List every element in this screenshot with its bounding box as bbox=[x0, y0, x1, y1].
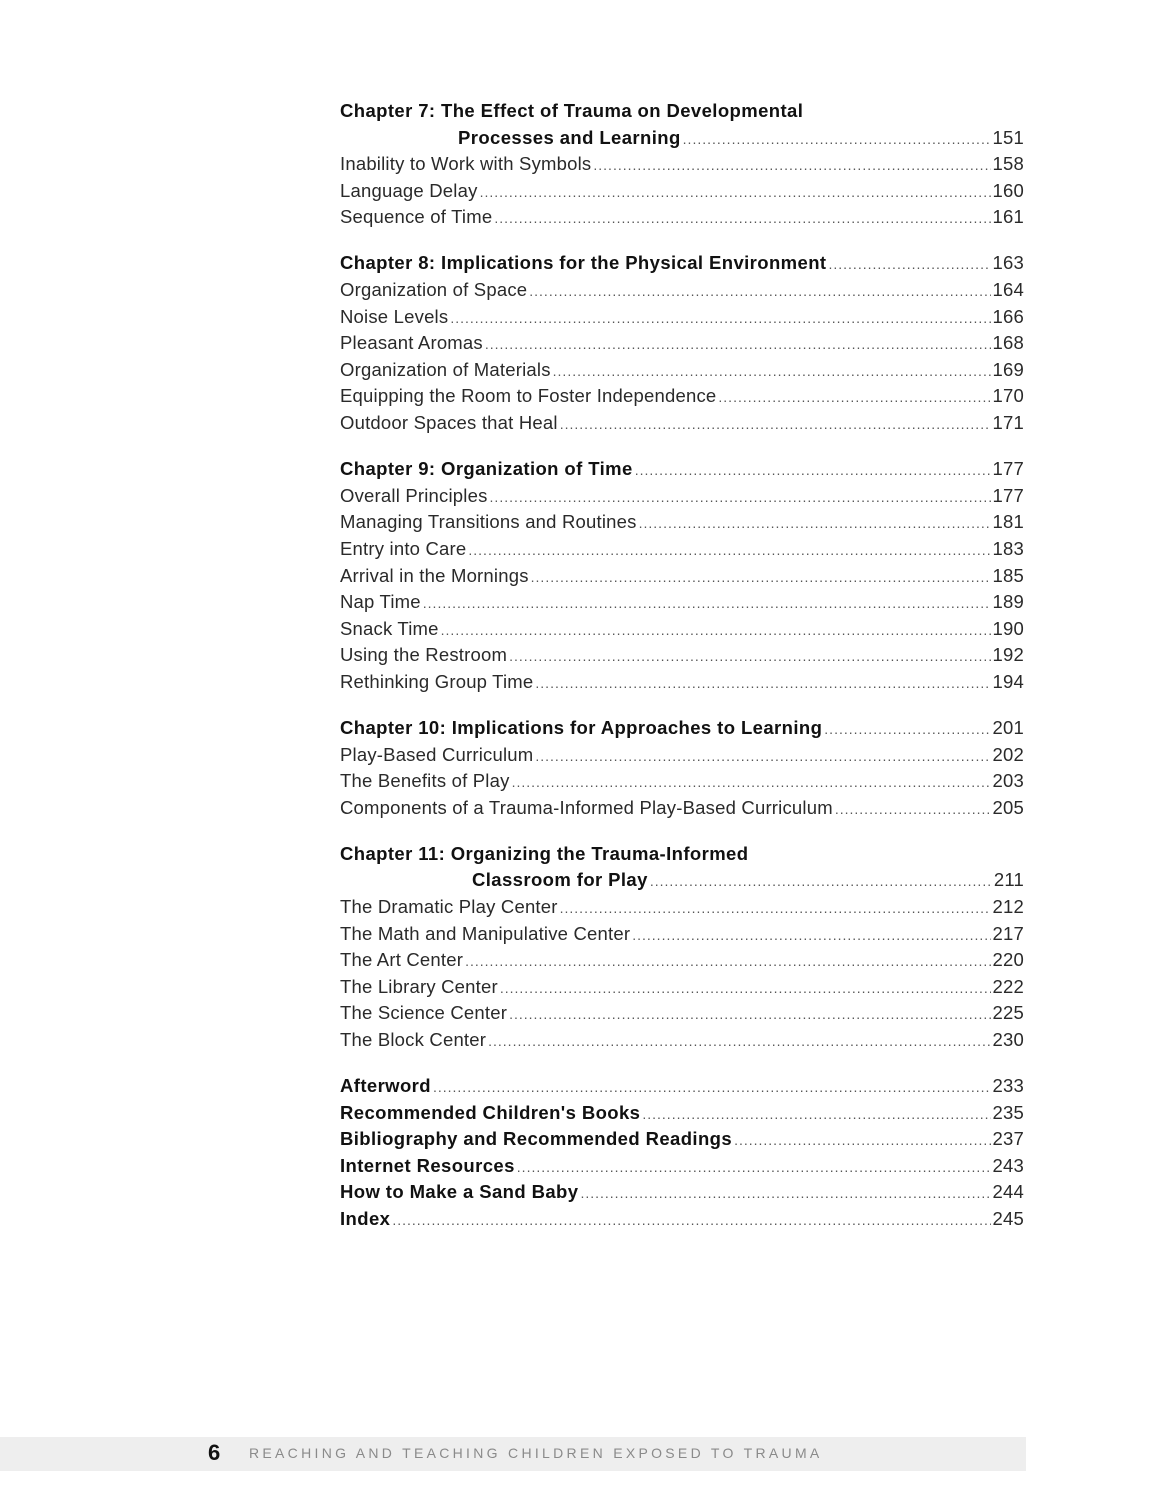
entry-title: Sequence of Time bbox=[340, 206, 493, 228]
toc-entry[interactable] bbox=[340, 304, 1024, 331]
page-number: 233 bbox=[992, 1075, 1024, 1097]
page-number: 220 bbox=[992, 949, 1024, 971]
back-matter-entry[interactable] bbox=[340, 1073, 1024, 1100]
entry-title: The Dramatic Play Center bbox=[340, 896, 558, 918]
toc-entry[interactable] bbox=[340, 330, 1024, 357]
page-number: 237 bbox=[992, 1128, 1024, 1150]
entry-title: Using the Restroom bbox=[340, 644, 508, 666]
entry-title: Inability to Work with Symbols bbox=[340, 153, 592, 175]
back-matter-entry[interactable] bbox=[340, 1206, 1024, 1233]
chapter-8-section bbox=[340, 250, 1024, 436]
dot-leader bbox=[734, 1127, 990, 1154]
page-number: 170 bbox=[992, 385, 1024, 407]
page-number: 222 bbox=[992, 975, 1024, 997]
back-matter-section bbox=[340, 1073, 1024, 1233]
dot-leader bbox=[560, 411, 991, 438]
entry-title: Organization of Space bbox=[340, 279, 528, 301]
chapter-heading-entry[interactable] bbox=[340, 125, 1024, 152]
page-number: 160 bbox=[992, 179, 1024, 201]
page-number: 181 bbox=[992, 511, 1024, 533]
dot-leader bbox=[509, 643, 990, 670]
entry-title: Internet Resources bbox=[340, 1154, 515, 1176]
toc-entry[interactable] bbox=[340, 536, 1024, 563]
page-number: 163 bbox=[992, 252, 1024, 274]
page-number: 161 bbox=[992, 206, 1024, 228]
entry-title: Equipping the Room to Foster Independence bbox=[340, 385, 717, 407]
back-matter-entry[interactable] bbox=[340, 1179, 1024, 1206]
toc-entry[interactable] bbox=[340, 795, 1024, 822]
page-number: 177 bbox=[992, 484, 1024, 506]
chapter-heading-entry[interactable] bbox=[340, 715, 1024, 742]
page-number: 166 bbox=[992, 305, 1024, 327]
dot-leader bbox=[824, 716, 990, 743]
toc-entry[interactable] bbox=[340, 768, 1024, 795]
dot-leader bbox=[535, 743, 990, 770]
entry-title: Afterword bbox=[340, 1075, 431, 1097]
chapter-title-line: Chapter 7: The Effect of Trauma on Developmental bbox=[340, 100, 804, 121]
entry-title: Language Delay bbox=[340, 179, 478, 201]
dot-leader bbox=[465, 948, 990, 975]
page-number: 171 bbox=[992, 412, 1024, 434]
entry-title: How to Make a Sand Baby bbox=[340, 1181, 579, 1203]
toc-entry[interactable] bbox=[340, 921, 1024, 948]
footer-page-number: 6 bbox=[208, 1440, 221, 1465]
chapter-heading bbox=[340, 98, 1024, 125]
page-number: 158 bbox=[992, 153, 1024, 175]
entry-title: Arrival in the Mornings bbox=[340, 564, 529, 586]
dot-leader bbox=[441, 617, 991, 644]
page-number: 243 bbox=[992, 1154, 1024, 1176]
entry-title: The Math and Manipulative Center bbox=[340, 922, 631, 944]
dot-leader bbox=[580, 1180, 990, 1207]
toc-entry[interactable] bbox=[340, 894, 1024, 921]
entry-title: Overall Principles bbox=[340, 484, 488, 506]
chapter-heading-entry[interactable] bbox=[340, 456, 1024, 483]
chapter-title: Chapter 10: Implications for Approaches to Learning bbox=[340, 716, 823, 738]
toc-entry[interactable] bbox=[340, 178, 1024, 205]
chapter-heading-entry[interactable] bbox=[340, 250, 1024, 277]
chapter-11-section bbox=[340, 841, 1024, 1054]
entry-title: Snack Time bbox=[340, 617, 439, 639]
dot-leader bbox=[488, 1028, 990, 1055]
page-number: 151 bbox=[992, 126, 1024, 148]
dot-leader bbox=[650, 868, 992, 895]
back-matter-entry[interactable] bbox=[340, 1126, 1024, 1153]
toc-entry[interactable] bbox=[340, 642, 1024, 669]
chapter-9-section bbox=[340, 456, 1024, 695]
toc-entry[interactable] bbox=[340, 483, 1024, 510]
dot-leader bbox=[500, 975, 991, 1002]
page-number: 189 bbox=[992, 591, 1024, 613]
dot-leader bbox=[529, 278, 990, 305]
page-number: 212 bbox=[992, 896, 1024, 918]
toc-entry[interactable] bbox=[340, 589, 1024, 616]
dot-leader bbox=[531, 564, 991, 591]
entry-title: Organization of Materials bbox=[340, 358, 551, 380]
dot-leader bbox=[490, 484, 991, 511]
toc-entry[interactable] bbox=[340, 357, 1024, 384]
toc-entry[interactable] bbox=[340, 1000, 1024, 1027]
entry-title: Outdoor Spaces that Heal bbox=[340, 412, 558, 434]
dot-leader bbox=[593, 152, 990, 179]
entry-title: Nap Time bbox=[340, 591, 421, 613]
dot-leader bbox=[433, 1074, 991, 1101]
entry-title: Rethinking Group Time bbox=[340, 670, 534, 692]
back-matter-entry[interactable] bbox=[340, 1153, 1024, 1180]
toc-entry[interactable] bbox=[340, 410, 1024, 437]
entry-title: Recommended Children's Books bbox=[340, 1101, 641, 1123]
dot-leader bbox=[560, 895, 991, 922]
dot-leader bbox=[835, 796, 991, 823]
toc-entry[interactable] bbox=[340, 151, 1024, 178]
chapter-title-line: Processes and Learning bbox=[458, 126, 681, 148]
page-number: 169 bbox=[992, 358, 1024, 380]
dot-leader bbox=[392, 1207, 990, 1234]
dot-leader bbox=[642, 1101, 990, 1128]
entry-title: The Art Center bbox=[340, 949, 464, 971]
chapter-title: Chapter 9: Organization of Time bbox=[340, 458, 633, 480]
page-number: 225 bbox=[992, 1002, 1024, 1024]
dot-leader bbox=[480, 179, 991, 206]
entry-title: The Benefits of Play bbox=[340, 770, 510, 792]
dot-leader bbox=[553, 358, 991, 385]
page-number: 235 bbox=[992, 1101, 1024, 1123]
back-matter-entry[interactable] bbox=[340, 1100, 1024, 1127]
page-number: 245 bbox=[992, 1208, 1024, 1230]
dot-leader bbox=[517, 1154, 991, 1181]
entry-title: Entry into Care bbox=[340, 537, 467, 559]
toc-entry[interactable] bbox=[340, 742, 1024, 769]
dot-leader bbox=[632, 922, 990, 949]
dot-leader bbox=[683, 126, 991, 153]
chapter-title-line: Chapter 11: Organizing the Trauma-Informed bbox=[340, 842, 749, 864]
page-number: 185 bbox=[992, 564, 1024, 586]
dot-leader bbox=[509, 1001, 990, 1028]
toc-entry[interactable] bbox=[340, 204, 1024, 231]
entry-title: The Science Center bbox=[340, 1002, 508, 1024]
dot-leader bbox=[494, 205, 990, 232]
table-of-contents bbox=[340, 98, 1024, 1252]
dot-leader bbox=[512, 769, 991, 796]
chapter-title-line: Classroom for Play bbox=[472, 869, 648, 891]
entry-title: The Library Center bbox=[340, 975, 498, 997]
page-number: 230 bbox=[992, 1029, 1024, 1050]
dot-leader bbox=[828, 251, 990, 278]
entry-title: Index bbox=[340, 1208, 391, 1230]
page-number: 203 bbox=[992, 770, 1024, 792]
page-number: 190 bbox=[992, 617, 1024, 639]
page-number: 244 bbox=[992, 1181, 1024, 1203]
chapter-title: Chapter 8: Implications for the Physical Environment bbox=[340, 252, 827, 274]
toc-entry[interactable] bbox=[340, 563, 1024, 590]
page-number: 192 bbox=[992, 644, 1024, 666]
dot-leader bbox=[423, 590, 991, 617]
entry-title: Managing Transitions and Routines bbox=[340, 511, 637, 533]
entry-title: Play-Based Curriculum bbox=[340, 743, 534, 765]
page-number: 217 bbox=[992, 922, 1024, 944]
page-number: 194 bbox=[992, 670, 1024, 692]
toc-entry[interactable] bbox=[340, 974, 1024, 1001]
chapter-heading-entry[interactable] bbox=[340, 867, 1024, 894]
dot-leader bbox=[639, 510, 991, 537]
page-number: 211 bbox=[993, 869, 1024, 891]
page-number: 164 bbox=[992, 279, 1024, 301]
dot-leader bbox=[485, 331, 991, 358]
chapter-heading bbox=[340, 841, 1024, 868]
dot-leader bbox=[535, 670, 990, 697]
entry-title: The Block Center bbox=[340, 1029, 487, 1050]
toc-entry[interactable] bbox=[340, 1027, 1024, 1054]
page-number: 201 bbox=[992, 716, 1024, 738]
toc-entry[interactable] bbox=[340, 509, 1024, 536]
entry-title: Pleasant Aromas bbox=[340, 332, 483, 354]
page-number: 177 bbox=[992, 458, 1024, 480]
toc-entry[interactable] bbox=[340, 669, 1024, 696]
entry-title: Noise Levels bbox=[340, 305, 449, 327]
page-number: 168 bbox=[992, 332, 1024, 354]
page-number: 205 bbox=[992, 796, 1024, 818]
entry-title: Components of a Trauma-Informed Play-Based Curriculum bbox=[340, 796, 833, 818]
toc-entry[interactable] bbox=[340, 277, 1024, 304]
entry-title: Bibliography and Recommended Readings bbox=[340, 1128, 733, 1150]
dot-leader bbox=[635, 457, 991, 484]
toc-entry[interactable] bbox=[340, 947, 1024, 974]
chapter-10-section bbox=[340, 715, 1024, 821]
toc-entry[interactable] bbox=[340, 616, 1024, 643]
toc-entry[interactable] bbox=[340, 383, 1024, 410]
page-number: 202 bbox=[992, 743, 1024, 765]
dot-leader bbox=[468, 537, 990, 564]
dot-leader bbox=[450, 305, 990, 332]
footer-book-title: REACHING AND TEACHING CHILDREN EXPOSED TO TRAUMA bbox=[249, 1445, 823, 1461]
page-number: 183 bbox=[992, 537, 1024, 559]
dot-leader bbox=[718, 384, 990, 411]
chapter-7-section bbox=[340, 98, 1024, 231]
